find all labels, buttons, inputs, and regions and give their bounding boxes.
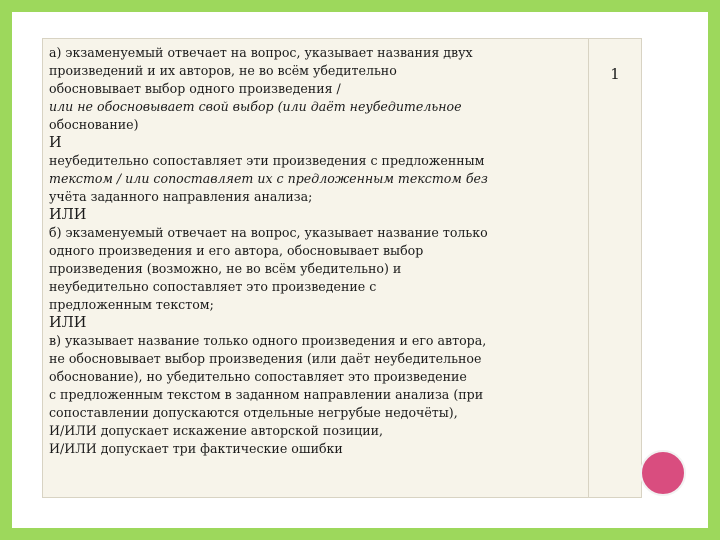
criteria-line: учёта заданного направления анализа;	[49, 189, 313, 204]
criteria-line: обоснование), но убедительно сопоставляет это произведение	[49, 369, 467, 384]
slide	[12, 12, 708, 528]
criteria-line: не обосновывает выбор произведения (или даёт неубедительное	[49, 351, 482, 366]
criteria-line: ИЛИ	[49, 207, 87, 223]
criteria-line: обоснование)	[49, 117, 139, 132]
score-cell	[589, 39, 641, 497]
criteria-line: обосновывает выбор одного произведения /	[49, 81, 341, 96]
criteria-line: И/ИЛИ допускает искажение авторской позиции,	[49, 423, 384, 438]
criteria-line: в) указывает название только одного произведения и его автора,	[49, 333, 487, 348]
criteria-table	[42, 38, 642, 498]
criteria-line: И/ИЛИ допускает три фактические ошибки	[49, 441, 343, 456]
criteria-line: неубедительно сопоставляет это произведение с	[49, 279, 377, 294]
criteria-line: с предложенным текстом в заданном направлении анализа (при	[49, 387, 484, 402]
criteria-line: одного произведения и его автора, обосновывает выбор	[49, 243, 424, 258]
criteria-line: произведения (возможно, не во всём убедительно) и	[49, 261, 402, 276]
criteria-line: сопоставлении допускаются отдельные негрубые недочёты),	[49, 405, 458, 420]
criteria-line: б) экзаменуемый отвечает на вопрос, указывает название только	[49, 225, 488, 240]
criteria-line: И	[49, 135, 62, 151]
criteria-line: а) экзаменуемый отвечает на вопрос, указывает названия двух	[49, 45, 473, 60]
criteria-line: предложенным текстом;	[49, 297, 214, 312]
score-value: 1	[610, 65, 620, 83]
criteria-line: или не обосновывает свой выбор (или даёт неубедительное	[49, 99, 462, 114]
criteria-line: ИЛИ	[49, 315, 87, 331]
criteria-line: неубедительно сопоставляет эти произведения с предложенным	[49, 153, 485, 168]
decorative-circle	[640, 450, 686, 496]
criteria-line: произведений и их авторов, не во всём убедительно	[49, 63, 397, 78]
criteria-line: текстом / или сопоставляет их с предложенным текстом без	[49, 171, 488, 186]
criteria-text-cell	[43, 39, 589, 497]
